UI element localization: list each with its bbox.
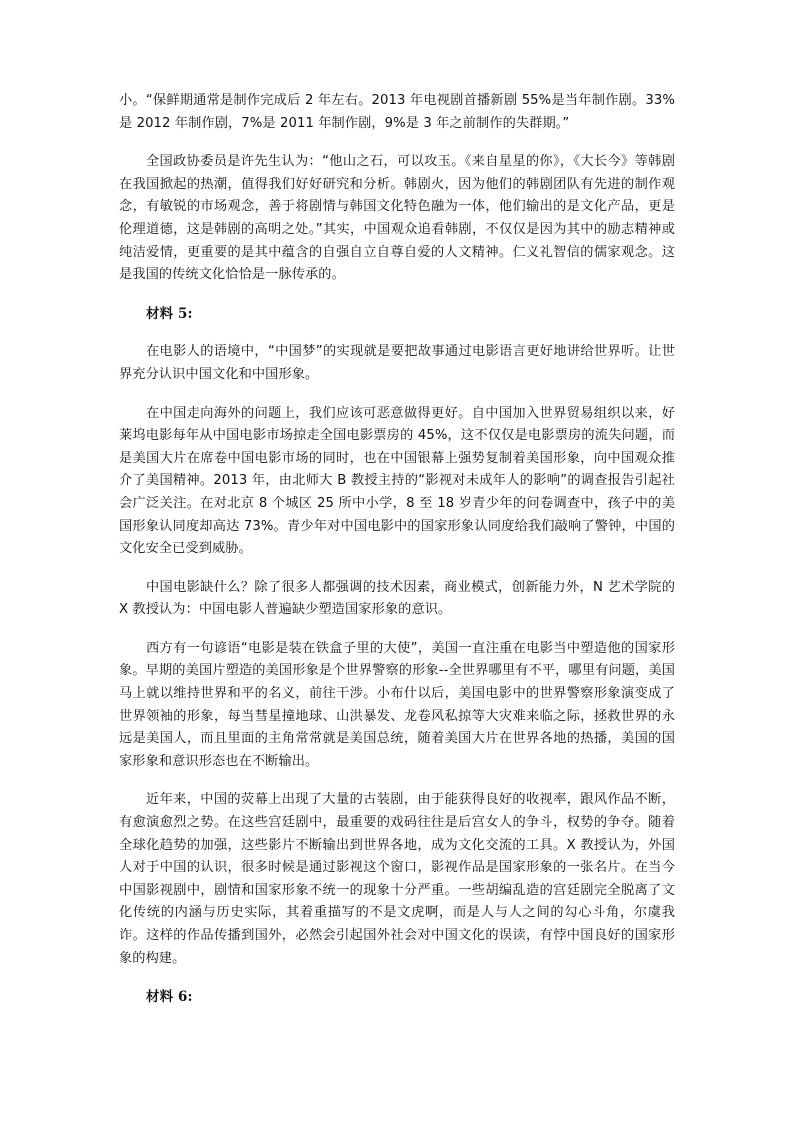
material-5-heading: 材料 5: <box>146 305 193 322</box>
paragraph-hollywood: 在中国走向海外的问题上，我们应该可恶意做得更好。自中国加入世界贸易组织以来，好莱坞电影每年从中国电影市场掠走全国电影票房的 45%，这不仅仅是电影票房的流失问题，而是美国大片在席卷中国电影市场的同时，也在中国银幕上强势复制着美国形象，向中国观众推介了美国精神。2013 年，由北师大 B 教授主持的“影视对未成年人的影响”的调查报告引起社会广泛关注。在对北京 8 个城区 25 所中小学，8 至 18 岁青少年的问卷调查中，孩子中的美国形象认同度却高达 73%。青少年对中国电影中的国家形象认同度给我们敲响了警钟，中国的文化安全已受到威胁。 <box>119 405 675 557</box>
paragraph-what-lacks: 中国电影缺什么？除了很多人都强调的技术因素，商业模式，创新能力外，N 艺术学院的 X 教授认为：中国电影人普遍缺少塑造国家形象的意识。 <box>119 579 675 618</box>
material-6-heading: 材料 6: <box>146 989 193 1006</box>
paragraph-costume-drama: 近年来，中国的荧幕上出现了大量的古装剧，由于能获得良好的收视率，跟风作品不断，有愈演愈烈之势。在这些宫廷剧中，最重要的戏码往往是后宫女人的争斗，权势的争夺。随着全球化趋势的加强，这些影片不断输出到世界各地，成为文化交流的工具。X 教授认为，外国人对于中国的认识，很多时候是通过影视这个窗口，影视作品是国家形象的一张名片。在当今中国影视剧中，剧情和国家形象不统一的现象十分严重。一些胡编乱造的宫廷剧完全脱离了文化传统的内涵与历史实际，其着重描写的不是文虎啊，而是人与人之间的勾心斗角，尔虞我诈。这样的作品传播到国外，必然会引起国外社会对中国文化的误读，有悖中国良好的国家形象的构建。 <box>119 792 675 966</box>
document-page <box>119 90 675 1025</box>
paragraph-china-dream: 在电影人的语境中，“中国梦”的实现就是要把故事通过电影语言更好地讲给世界听。让世界充分认识中国文化和中国形象。 <box>119 344 675 382</box>
paragraph-ambassador: 西方有一句谚语“电影是装在铁盒子里的大使”，美国一直注重在电影当中塑造他的国家形象。早期的美国片塑造的美国形象是个世界警察的形象--全世界哪里有不平，哪里有问题，美国马上就以维持世界和平的名义，前往干涉。小布什以后，美国电影中的世界警察形象演变成了世界领袖的形象，每当彗星撞地球、山洪暴发、龙卷风私掠等大灾难来临之际，拯救世界的永远是美国人，而且里面的主角常常就是美国总统，随着美国大片在世界各地的热播，美国的国家形象和意识形态也在不断输出。 <box>119 640 675 769</box>
paragraph-korean-drama: 全国政协委员是许先生认为：“他山之石，可以攻玉。《来自星星的你》，《大长今》等韩剧在我国掀起的热潮，值得我们好好研究和分析。韩剧火，因为他们的韩剧团队有先进的制作观念，有敏锐的市场观念，善于将剧情与韩国文化特色融为一体，他们输出的是文化产品，更是伦理道德，这是韩剧的高明之处。”其实，中国观众追看韩剧，不仅仅是因为其中的励志精神或纯洁爱情，更重要的是其中蕴含的自强自立自尊自爱的人文精神。仁义礼智信的儒家观念。这是我国的传统文化恰恰是一脉传承的。 <box>119 154 675 283</box>
paragraph-shelf-life: 小。“保鲜期通常是制作完成后 2 年左右。2013 年电视剧首播新剧 55%是当年制作剧。33%是 2012 年制作剧，7%是 2011 年制作剧，9%是 3 年之前制作的失群期。” <box>119 93 675 131</box>
